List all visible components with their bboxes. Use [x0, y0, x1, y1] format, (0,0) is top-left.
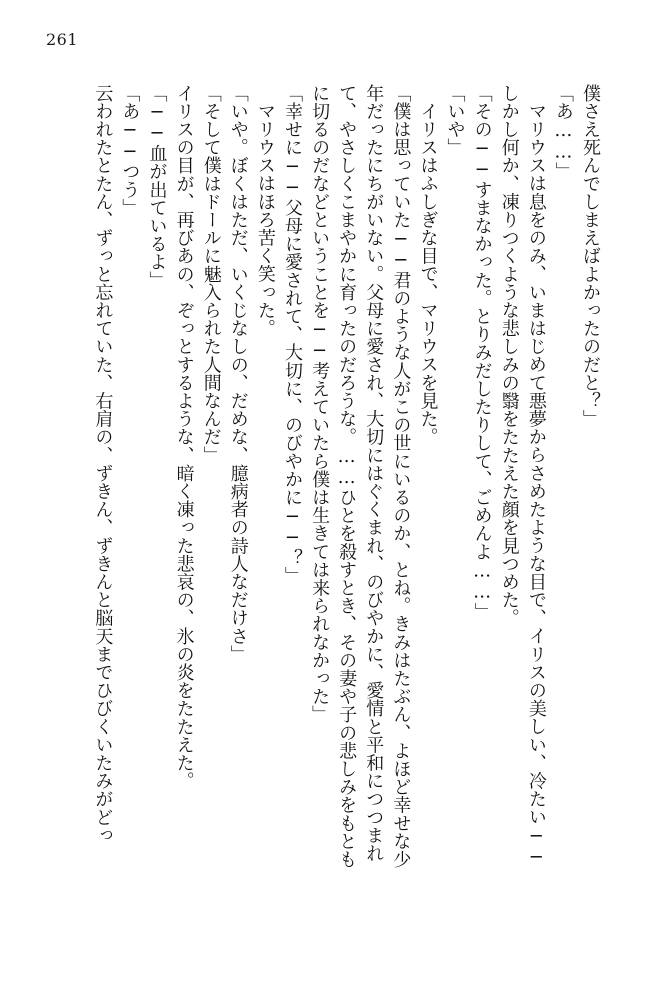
text-line: 僕さえ死んでしまえばよかったのだと？」 [580, 84, 601, 428]
text-line: 「僕は思っていた──君のような人がこの世にいるのか、とね。きみはたぶん、よほど幸せな少 [390, 84, 412, 869]
text-line: しかし何か、凍りつくような悲しみの翳をたたえた顔を見つめた。 [498, 84, 520, 627]
text-line: 「その──すまなかった。とりみだしたりして、ごめんよ……」 [471, 84, 493, 621]
text-line: に切るのだなどということを──考えていたら僕は生きては来られなかった」 [309, 84, 331, 724]
text-line: イリスはふしぎな目で、マリウスを見た。 [417, 102, 439, 446]
text-line: 「いや」 [444, 84, 466, 157]
text-line: て、やさしくこまやかに育ったのだろうな。……ひとを殺すとき、その妻や子の悲しみをもとも [336, 84, 358, 869]
text-line: マリウスは息をのみ、いまはじめて悪夢からさめたような目で、イリスの美しい、冷たい── [525, 102, 547, 869]
text-line: 「あ──つう」 [119, 84, 141, 217]
text-line: 云われたとたん、ずっと忘れていた、右肩の、ずきん、ずきんと脳天までひびくいたみがどっ [92, 84, 114, 845]
text-line: 「あ……」 [552, 84, 574, 181]
text-line: 「いや。ぼくはただ、いくじなしの、だめな、臆病者の詩人なだけさ」 [227, 84, 249, 664]
text-line: 「幸せに──父母に愛されて、大切に、のびやかに──？」 [281, 84, 303, 585]
text-line: マリウスはほろ苦く笑った。 [254, 102, 276, 338]
page-number: 261 [46, 30, 79, 49]
body-text [89, 84, 604, 964]
text-line: 年だったにちがいない。父母に愛され、大切にはぐくまれ、のびやかに、愛情と平和につつまれ [363, 84, 385, 863]
text-line: 「──血が出ているよ」 [146, 84, 168, 290]
text-line: 「そして僕はドールに魅入られた人間なんだ」 [200, 84, 222, 465]
text-line: イリスの目が、再びあの、ぞっとするような、暗く凍った悲哀の、氷の炎をたたえた。 [173, 84, 195, 790]
